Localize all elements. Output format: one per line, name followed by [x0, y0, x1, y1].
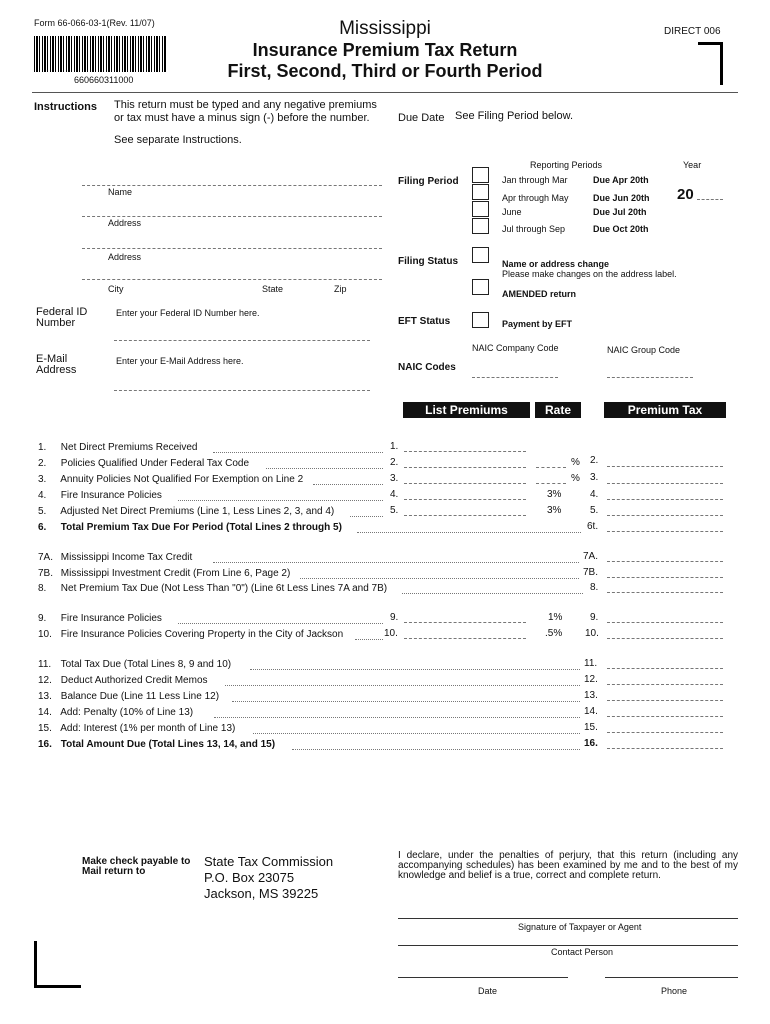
- line-14-ref2: 14.: [584, 706, 598, 717]
- line-3-premium-input[interactable]: [404, 483, 526, 484]
- line-text: Total Amount Due (Total Lines 13, 14, and 15): [60, 739, 276, 750]
- line-7b-label: [38, 567, 290, 581]
- line-1-premium-input[interactable]: [404, 451, 526, 452]
- barcode: [34, 36, 166, 72]
- line-13-label: [38, 690, 219, 704]
- line-number: 6.: [38, 522, 47, 533]
- line-number: 16.: [38, 739, 52, 750]
- line-16-ref2: 16.: [584, 738, 598, 749]
- leader-dots: [300, 578, 579, 579]
- line-15-label: [38, 722, 235, 736]
- naic-group-label: NAIC Group Code: [607, 345, 681, 355]
- address-line-2[interactable]: [82, 248, 382, 249]
- contact-person-line[interactable]: [398, 945, 738, 946]
- line-15-tax-input[interactable]: [607, 732, 723, 733]
- name-change-label: Name or address change: [502, 259, 610, 269]
- period-q3-checkbox[interactable]: [472, 218, 489, 234]
- line-10-premium-input[interactable]: [404, 638, 526, 639]
- line-9-ref2: 9.: [590, 612, 599, 623]
- line-text: Fire Insurance Policies: [60, 613, 162, 624]
- line-6-ref2: 6t.: [587, 521, 599, 532]
- direct-code: DIRECT 006: [664, 26, 721, 37]
- mail-address-line-3: Jackson, MS 39225: [204, 886, 319, 901]
- mail-address-line-1: State Tax Commission: [204, 854, 334, 869]
- email-label-2: Address: [36, 364, 77, 376]
- period-2-due: Due Jun 20th: [593, 193, 650, 203]
- reporting-periods-header: Reporting Periods: [530, 160, 603, 170]
- address-label-2: Address: [108, 252, 142, 262]
- phone-line[interactable]: [605, 977, 738, 978]
- line-7a-tax-input[interactable]: [607, 561, 723, 562]
- period-2-range: Apr through May: [502, 193, 569, 203]
- line-number: 11.: [38, 659, 52, 670]
- line-9-rate: 1%: [548, 612, 563, 623]
- line-10-label: [38, 628, 343, 642]
- instructions-text-1: This return must be typed and any negative premiums: [114, 99, 377, 111]
- line-11-ref2: 11.: [584, 658, 598, 669]
- line-5-label: [38, 505, 334, 519]
- leader-dots: [357, 532, 581, 533]
- list-premiums-header: List Premiums: [403, 402, 530, 418]
- line-text: Add: Penalty (10% of Line 13): [60, 707, 194, 718]
- line-4-label: [38, 489, 162, 503]
- year-prefix: 20: [677, 186, 694, 203]
- make-check-payable: Make check payable to: [82, 856, 191, 867]
- line-7a-label: [38, 551, 192, 565]
- line-9-ref: 9.: [390, 612, 399, 623]
- line-9-tax-input[interactable]: [607, 622, 723, 623]
- line-number: 12.: [38, 675, 52, 686]
- line-12-ref2: 12.: [584, 674, 598, 685]
- filing-period-label: Filing Period: [398, 176, 459, 187]
- line-3-rate-input[interactable]: [536, 483, 566, 484]
- period-3-due: Due Jul 20th: [593, 207, 647, 217]
- naic-company-input[interactable]: [472, 377, 558, 378]
- line-number: 9.: [38, 613, 47, 624]
- line-8-label: [38, 582, 387, 596]
- date-label: Date: [478, 986, 498, 996]
- line-8-tax-input[interactable]: [607, 592, 723, 593]
- email-line: [114, 390, 370, 391]
- line-4-tax-input[interactable]: [607, 499, 723, 500]
- year-input[interactable]: [697, 199, 723, 200]
- naic-codes-label: NAIC Codes: [398, 362, 456, 373]
- phone-label: Phone: [661, 986, 688, 996]
- line-text: Mississippi Investment Credit (From Line 6, Page 2): [60, 568, 291, 579]
- line-3-ref2: 3.: [590, 472, 599, 483]
- amended-label: AMENDED return: [502, 289, 577, 299]
- mail-address-line-2: P.O. Box 23075: [204, 870, 295, 885]
- line-2-premium-input[interactable]: [404, 467, 526, 468]
- line-text: Policies Qualified Under Federal Tax Code: [60, 458, 250, 469]
- leader-dots: [213, 452, 383, 453]
- line-number: 4.: [38, 490, 47, 501]
- line-16-tax-input[interactable]: [607, 748, 723, 749]
- line-text: Deduct Authorized Credit Memos: [60, 675, 208, 686]
- mail-return-to: Mail return to: [82, 866, 146, 877]
- period-q2a-checkbox[interactable]: [472, 184, 489, 200]
- line-text: Balance Due (Line 11 Less Line 12): [60, 691, 220, 702]
- date-line[interactable]: [398, 977, 568, 978]
- leader-dots: [313, 484, 383, 485]
- line-number: 2.: [38, 458, 47, 469]
- form-state: Mississippi: [339, 18, 431, 39]
- form-subtitle: First, Second, Third or Fourth Period: [227, 61, 543, 81]
- signature-line[interactable]: [398, 918, 738, 919]
- header-divider: [32, 92, 738, 93]
- line-9-label: [38, 612, 162, 626]
- leader-dots: [355, 639, 383, 640]
- line-2-rate-input[interactable]: [536, 467, 566, 468]
- line-7b-tax-input[interactable]: [607, 577, 723, 578]
- line-7a-ref2: 7A.: [583, 551, 599, 562]
- line-15-ref2: 15.: [584, 722, 598, 733]
- city-state-zip-line[interactable]: [82, 279, 382, 280]
- perjury-declaration: I declare, under the penalties of perjury, that this return (including any accompanying schedules) has been examined by me and to the best of my knowledge and belief is a true, correct and complete return.: [398, 850, 738, 881]
- line-2-tax-input[interactable]: [607, 466, 723, 467]
- line-text: Fire Insurance Policies Covering Property in the City of Jackson: [60, 629, 344, 640]
- line-6-tax-input[interactable]: [607, 531, 723, 532]
- line-text: Add: Interest (1% per month of Line 13): [60, 723, 236, 734]
- year-header: Year: [683, 160, 702, 170]
- line-9-premium-input[interactable]: [404, 622, 526, 623]
- city-label: City: [108, 284, 124, 294]
- line-5-premium-input[interactable]: [404, 515, 526, 516]
- leader-dots: [250, 669, 580, 670]
- name-change-checkbox[interactable]: [472, 247, 489, 263]
- line-number: 15.: [38, 723, 52, 734]
- line-2-rate: %: [571, 457, 580, 468]
- line-1-label: [38, 441, 198, 455]
- due-date-label: Due Date: [398, 112, 445, 124]
- federal-id-line: [114, 340, 370, 341]
- line-10-rate: .5%: [545, 628, 563, 639]
- line-2-ref: 2.: [390, 457, 399, 468]
- line-6-label: [38, 521, 342, 535]
- line-number: 13.: [38, 691, 52, 702]
- line-3-label: [38, 473, 303, 487]
- line-3-ref: 3.: [390, 473, 399, 484]
- state-label: State: [262, 284, 284, 294]
- line-number: 3.: [38, 474, 47, 485]
- line-7b-ref2: 7B.: [583, 567, 599, 578]
- line-text: Fire Insurance Policies: [60, 490, 162, 501]
- instructions-text-2: or tax must have a minus sign (-) before the number.: [114, 112, 370, 124]
- barcode-number: 660660311000: [74, 75, 134, 85]
- line-10-ref: 10.: [384, 628, 398, 639]
- address-line-1[interactable]: [82, 216, 382, 217]
- leader-dots: [225, 685, 580, 686]
- period-4-range: Jul through Sep: [502, 224, 566, 234]
- naic-company-label: NAIC Company Code: [472, 343, 559, 353]
- line-16-label: [38, 738, 275, 752]
- line-11-tax-input[interactable]: [607, 668, 723, 669]
- leader-dots: [402, 593, 583, 594]
- email-label-1: E-Mail: [36, 353, 68, 365]
- line-text: Total Premium Tax Due For Period (Total Lines 2 through 5): [60, 522, 342, 533]
- signature-label: Signature of Taxpayer or Agent: [518, 922, 642, 932]
- line-text: Adjusted Net Direct Premiums (Line 1, Less Lines 2, 3, and 4): [60, 506, 335, 517]
- amended-checkbox[interactable]: [472, 279, 489, 295]
- period-1-range: Jan through Mar: [502, 175, 568, 185]
- federal-id-label-1: Federal ID: [36, 306, 88, 318]
- premium-tax-header: Premium Tax: [604, 402, 726, 418]
- federal-id-input[interactable]: Enter your Federal ID Number here.: [116, 308, 260, 318]
- line-number: 5.: [38, 506, 47, 517]
- leader-dots: [213, 562, 579, 563]
- leader-dots: [266, 468, 383, 469]
- line-4-ref2: 4.: [590, 489, 599, 500]
- rate-header: Rate: [535, 402, 581, 418]
- period-3-range: June: [502, 207, 522, 217]
- line-13-tax-input[interactable]: [607, 700, 723, 701]
- see-instructions: See separate Instructions.: [114, 134, 242, 146]
- line-5-tax-input[interactable]: [607, 515, 723, 516]
- line-2-label: [38, 457, 249, 471]
- line-1-ref: 1.: [390, 441, 399, 452]
- leader-dots: [350, 516, 383, 517]
- name-change-note: Please make changes on the address label.: [502, 269, 677, 279]
- line-number: 7B.: [38, 568, 54, 579]
- leader-dots: [292, 749, 580, 750]
- line-14-label: [38, 706, 193, 720]
- line-text: Net Direct Premiums Received: [60, 442, 198, 453]
- line-4-ref: 4.: [390, 489, 399, 500]
- line-number: 8.: [38, 583, 47, 594]
- leader-dots: [214, 717, 580, 718]
- line-text: Total Tax Due (Total Lines 8, 9 and 10): [60, 659, 232, 670]
- eft-status-label: EFT Status: [398, 316, 451, 327]
- line-5-ref: 5.: [390, 505, 399, 516]
- line-text: Net Premium Tax Due (Not Less Than "0") (Line 6t Less Lines 7A and 7B): [60, 583, 388, 594]
- line-11-label: [38, 658, 231, 672]
- due-date-value: See Filing Period below.: [455, 110, 574, 122]
- filing-status-label: Filing Status: [398, 256, 458, 267]
- line-10-tax-input[interactable]: [607, 638, 723, 639]
- eft-payment-label: Payment by EFT: [502, 319, 573, 329]
- line-10-ref2: 10.: [585, 628, 599, 639]
- line-5-ref2: 5.: [590, 505, 599, 516]
- leader-dots: [232, 701, 580, 702]
- eft-checkbox[interactable]: [472, 312, 489, 328]
- line-8-ref2: 8.: [590, 582, 599, 593]
- line-number: 10.: [38, 629, 52, 640]
- line-number: 7A.: [38, 552, 54, 563]
- leader-dots: [178, 500, 383, 501]
- line-3-tax-input[interactable]: [607, 483, 723, 484]
- line-14-tax-input[interactable]: [607, 716, 723, 717]
- corner-mark-bottom: [34, 941, 81, 988]
- contact-person-label: Contact Person: [551, 947, 614, 957]
- line-12-tax-input[interactable]: [607, 684, 723, 685]
- form-title: Insurance Premium Tax Return: [252, 40, 518, 60]
- period-4-due: Due Oct 20th: [593, 224, 649, 234]
- line-5-rate: 3%: [547, 505, 562, 516]
- email-input[interactable]: Enter your E-Mail Address here.: [116, 356, 244, 366]
- address-label-1: Address: [108, 218, 142, 228]
- period-q1-checkbox[interactable]: [472, 167, 489, 183]
- name-line[interactable]: [82, 185, 382, 186]
- line-4-rate: 3%: [547, 489, 562, 500]
- federal-id-label-2: Number: [36, 317, 76, 329]
- line-3-rate: %: [571, 473, 580, 484]
- instructions-label: Instructions: [34, 101, 97, 113]
- name-label: Name: [108, 187, 133, 197]
- leader-dots: [178, 623, 383, 624]
- line-text: Annuity Policies Not Qualified For Exemption on Line 2: [60, 474, 304, 485]
- line-12-label: [38, 674, 208, 688]
- period-1-due: Due Apr 20th: [593, 175, 649, 185]
- corner-mark-top: [698, 42, 723, 85]
- leader-dots: [253, 733, 580, 734]
- line-2-ref2: 2.: [590, 455, 599, 466]
- line-13-ref2: 13.: [584, 690, 598, 701]
- line-number: 1.: [38, 442, 47, 453]
- naic-group-input[interactable]: [607, 377, 693, 378]
- line-number: 14.: [38, 707, 52, 718]
- form-number: Form 66-066-03-1(Rev. 11/07): [34, 18, 155, 28]
- line-text: Mississippi Income Tax Credit: [60, 552, 193, 563]
- zip-label: Zip: [334, 284, 347, 294]
- line-4-premium-input[interactable]: [404, 499, 526, 500]
- period-q2b-checkbox[interactable]: [472, 201, 489, 217]
